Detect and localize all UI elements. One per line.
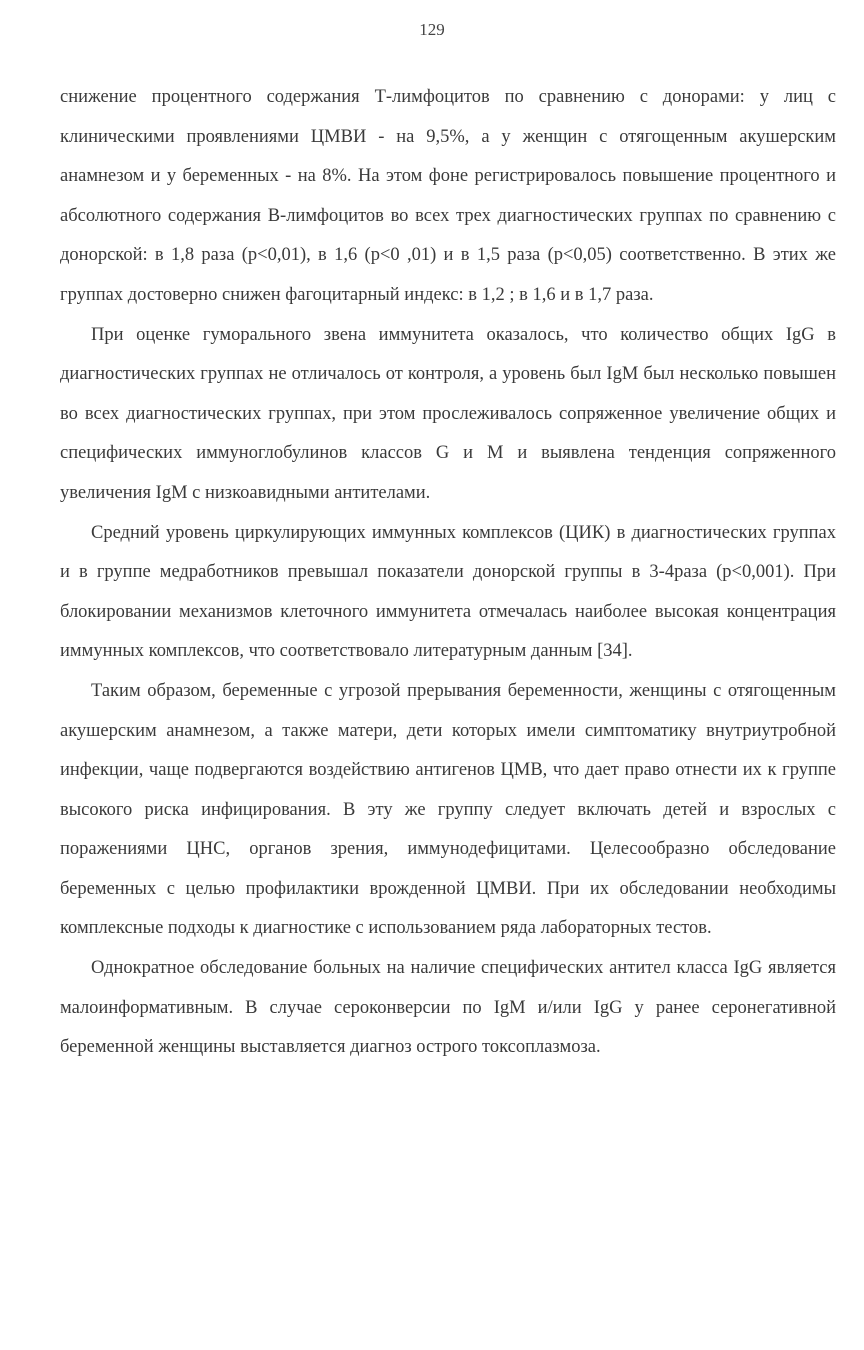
paragraph-2: При оценке гуморального звена иммунитета оказалось, что количество общих IgG в диагностических группах не отличалось от контроля, а уровень был IgM был несколько повышен во всех диагностических группах, при этом прослеживалось сопряженное увеличение общих и специфических иммуноглобулинов классов G и M и выявлена тенденция сопряженного увеличения IgM с низкоавидными антителами. xyxy=(60,324,836,503)
document-body xyxy=(60,78,836,1068)
page-number: 129 xyxy=(419,20,445,39)
paragraph-3: Средний уровень циркулирующих иммунных комплексов (ЦИК) в диагностических группах и в группе медработников превышал показатели донорской группы в 3-4раза (р<0,001). При блокировании механизмов клеточного иммунитета отмечалась наиболее высокая концентрация иммунных комплексов, что соответствовало литературным данным [34]. xyxy=(60,522,836,662)
paragraph-4: Таким образом, беременные с угрозой прерывания беременности, женщины с отягощенным акушерским анамнезом, а также матери, дети которых имели симптоматику внутриутробной инфекции, чаще подвергаются воздействию антигенов ЦМВ, что дает право отнести их к группе высокого риска инфицирования. В эту же группу следует включать детей и взрослых с поражениями ЦНС, органов зрения, иммунодефицитами. Целесообразно обследование беременных с целью профилактики врожденной ЦМВИ. При их обследовании необходимы комплексные подходы к диагностике с использованием ряда лабораторных тестов. xyxy=(60,680,836,939)
paragraph-5: Однократное обследование больных на наличие специфических антител класса IgG является малоинформативным. В случае сероконверсии по IgM и/или IgG у ранее серонегативной беременной женщины выставляется диагноз острого токсоплазмоза. xyxy=(60,958,836,1058)
paragraph-1: снижение процентного содержания Т-лимфоцитов по сравнению с донорами: у лиц с клиническими проявлениями ЦМВИ - на 9,5%, а у женщин с отягощенным акушерским анамнезом и у беременных - на 8%. На этом фоне регистрировалось повышение процентного и абсолютного содержания В-лимфоцитов во всех трех диагностических группах по сравнению с донорской: в 1,8 раза (р<0,01), в 1,6 (р<0 ,01) и в 1,5 раза (р<0,05) соответственно. В этих же группах достоверно снижен фагоцитарный индекс: в 1,2 ; в 1,6 и в 1,7 раза. xyxy=(60,87,836,305)
